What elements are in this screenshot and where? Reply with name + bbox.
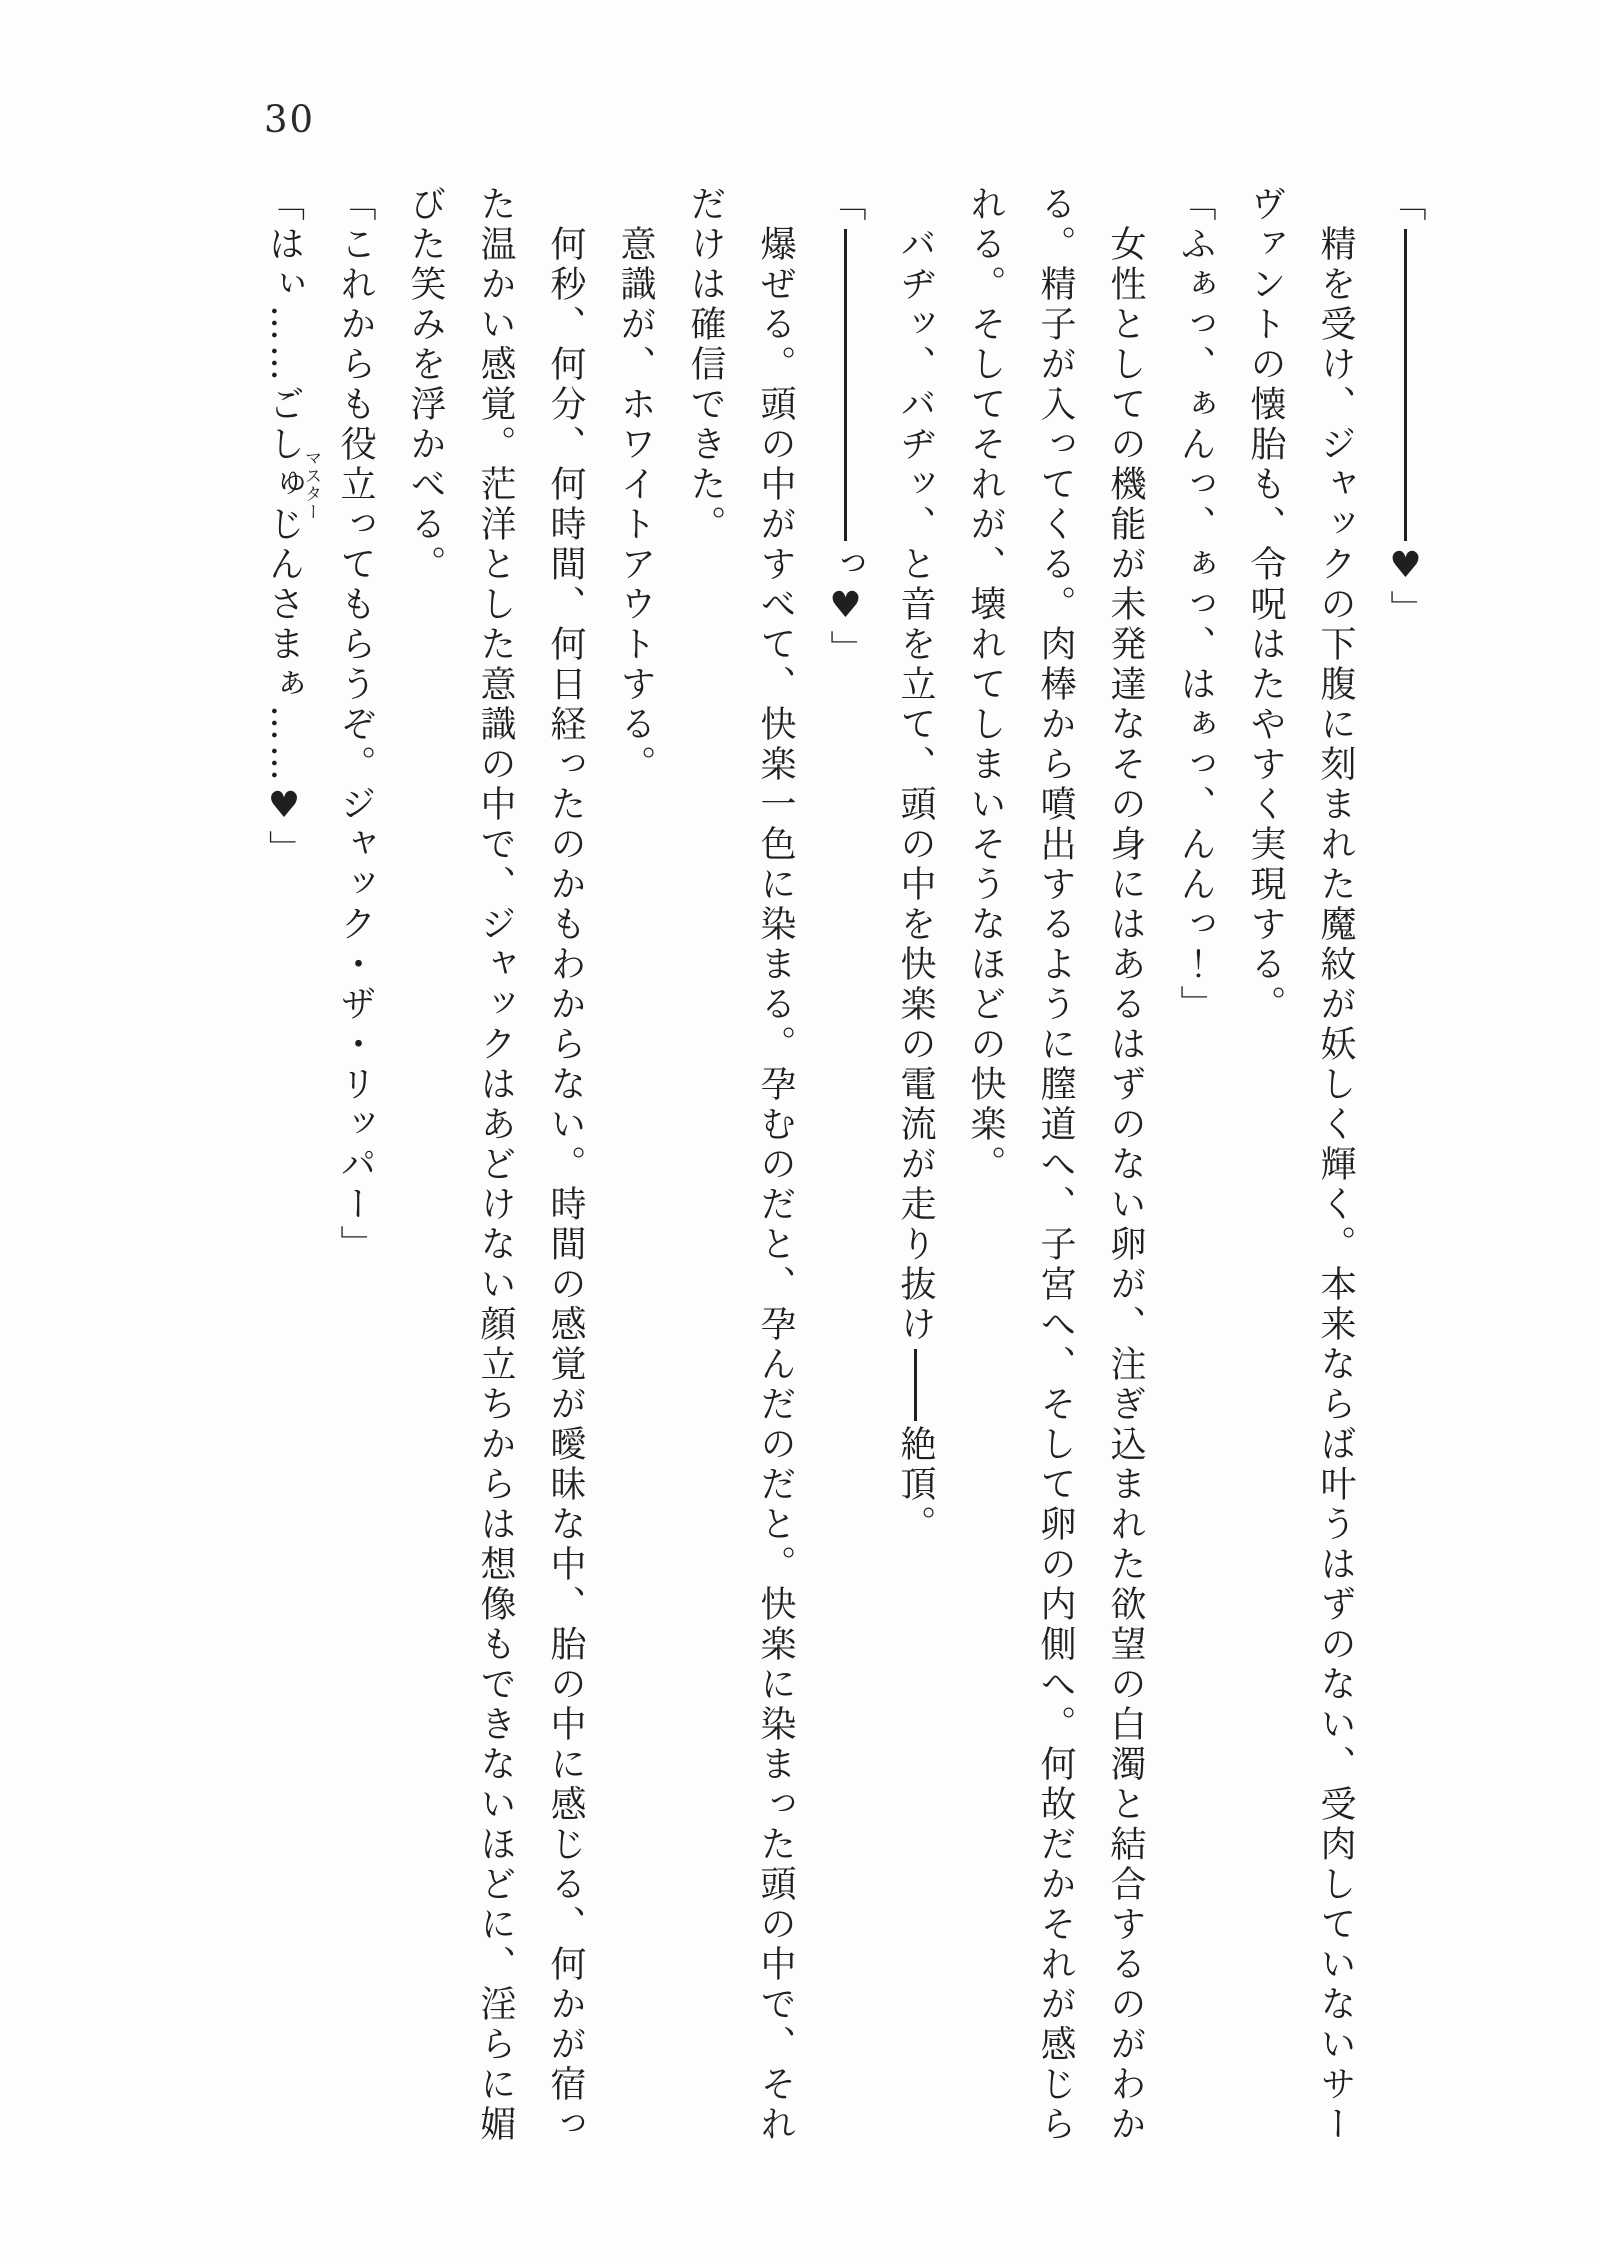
text-column-8 [880,185,950,2150]
column-text: 爆ぜる。頭の中がすべて、快楽一色に染まる。孕むのだと、孕んだのだと。快楽に染まった頭の中で、それ [755,225,796,2145]
text-column-10 [740,185,810,2150]
column-text: 女性としての機能が未発達なその身にはあるはずのない卵が、注ぎ込まれた欲望の白濁と結合するのがわか [1105,225,1146,2145]
column-text: 「はぃ…… [263,185,305,385]
column-text: る。精子が入ってくる。肉棒から噴出するように膣道へ、子宮へ、そして卵の内側へ。何故だかそれが感じら [1035,185,1076,2145]
text-column-6 [1020,185,1090,2150]
ruby-base: ごしゅじん [263,385,305,585]
text-column-5 [1090,185,1160,2150]
text-block [250,185,1440,2150]
text-column-12 [600,185,670,2150]
column-text: れる。そしてそれが、壊れてしまいそうなほどの快楽。 [965,185,1006,1185]
column-text: 精を受け、ジャックの下腹に刻まれた魔紋が妖しく輝く。本来ならば叶うはずのない、受肉していないサー [1315,225,1356,2145]
ruby-text: マスター [301,385,321,585]
column-text: びた笑みを浮かべる。 [405,185,446,585]
column-text: ヴァントの懐胎も、令呪はたやすく実現する。 [1245,185,1286,1025]
column-text: ♥」 [1385,545,1426,630]
text-column-4 [1160,185,1230,2150]
dash-line [895,1345,936,1425]
text-column-3 [1230,185,1300,2150]
text-column-17 [249,185,321,2150]
page-number: 30 [264,98,316,141]
column-text: 意識が、ホワイトアウトする。 [615,225,656,785]
column-text: 絶頂。 [895,1425,936,1545]
column-text: 「 [1385,185,1426,225]
column-text: 何秒、何分、何時間、何日経ったのかもわからない。時間の感覚が曖昧な中、胎の中に感じる、何かが宿っ [545,225,586,2145]
dash-line [825,225,866,545]
column-text: 「 [825,185,866,225]
column-text: 「これからも役立ってもらうぞ。ジャック・ザ・リッパー」 [335,185,376,1265]
text-column-1 [1370,185,1440,2150]
column-text: だけは確信できた。 [685,185,726,545]
ruby-annotation [263,385,321,585]
text-column-9 [810,185,880,2150]
text-column-14 [460,185,530,2150]
text-column-11 [670,185,740,2150]
column-text: っ♥」 [825,545,866,670]
column-text: さまぁ……♥」 [263,585,305,870]
text-column-15 [390,185,460,2150]
column-text: 「ふぁっ、ぁんっ、ぁっ、はぁっ、んんっ！」 [1175,185,1216,1025]
column-text: バヂッ、バヂッ、と音を立て、頭の中を快楽の電流が走り抜け [895,225,936,1345]
column-text: た温かい感覚。茫洋とした意識の中で、ジャックはあどけない顔立ちからは想像もできないほどに、淫らに媚 [475,185,516,2145]
text-column-13 [530,185,600,2150]
text-column-7 [950,185,1020,2150]
dash-line [1385,225,1426,545]
text-column-2 [1300,185,1370,2150]
text-column-16 [320,185,390,2150]
